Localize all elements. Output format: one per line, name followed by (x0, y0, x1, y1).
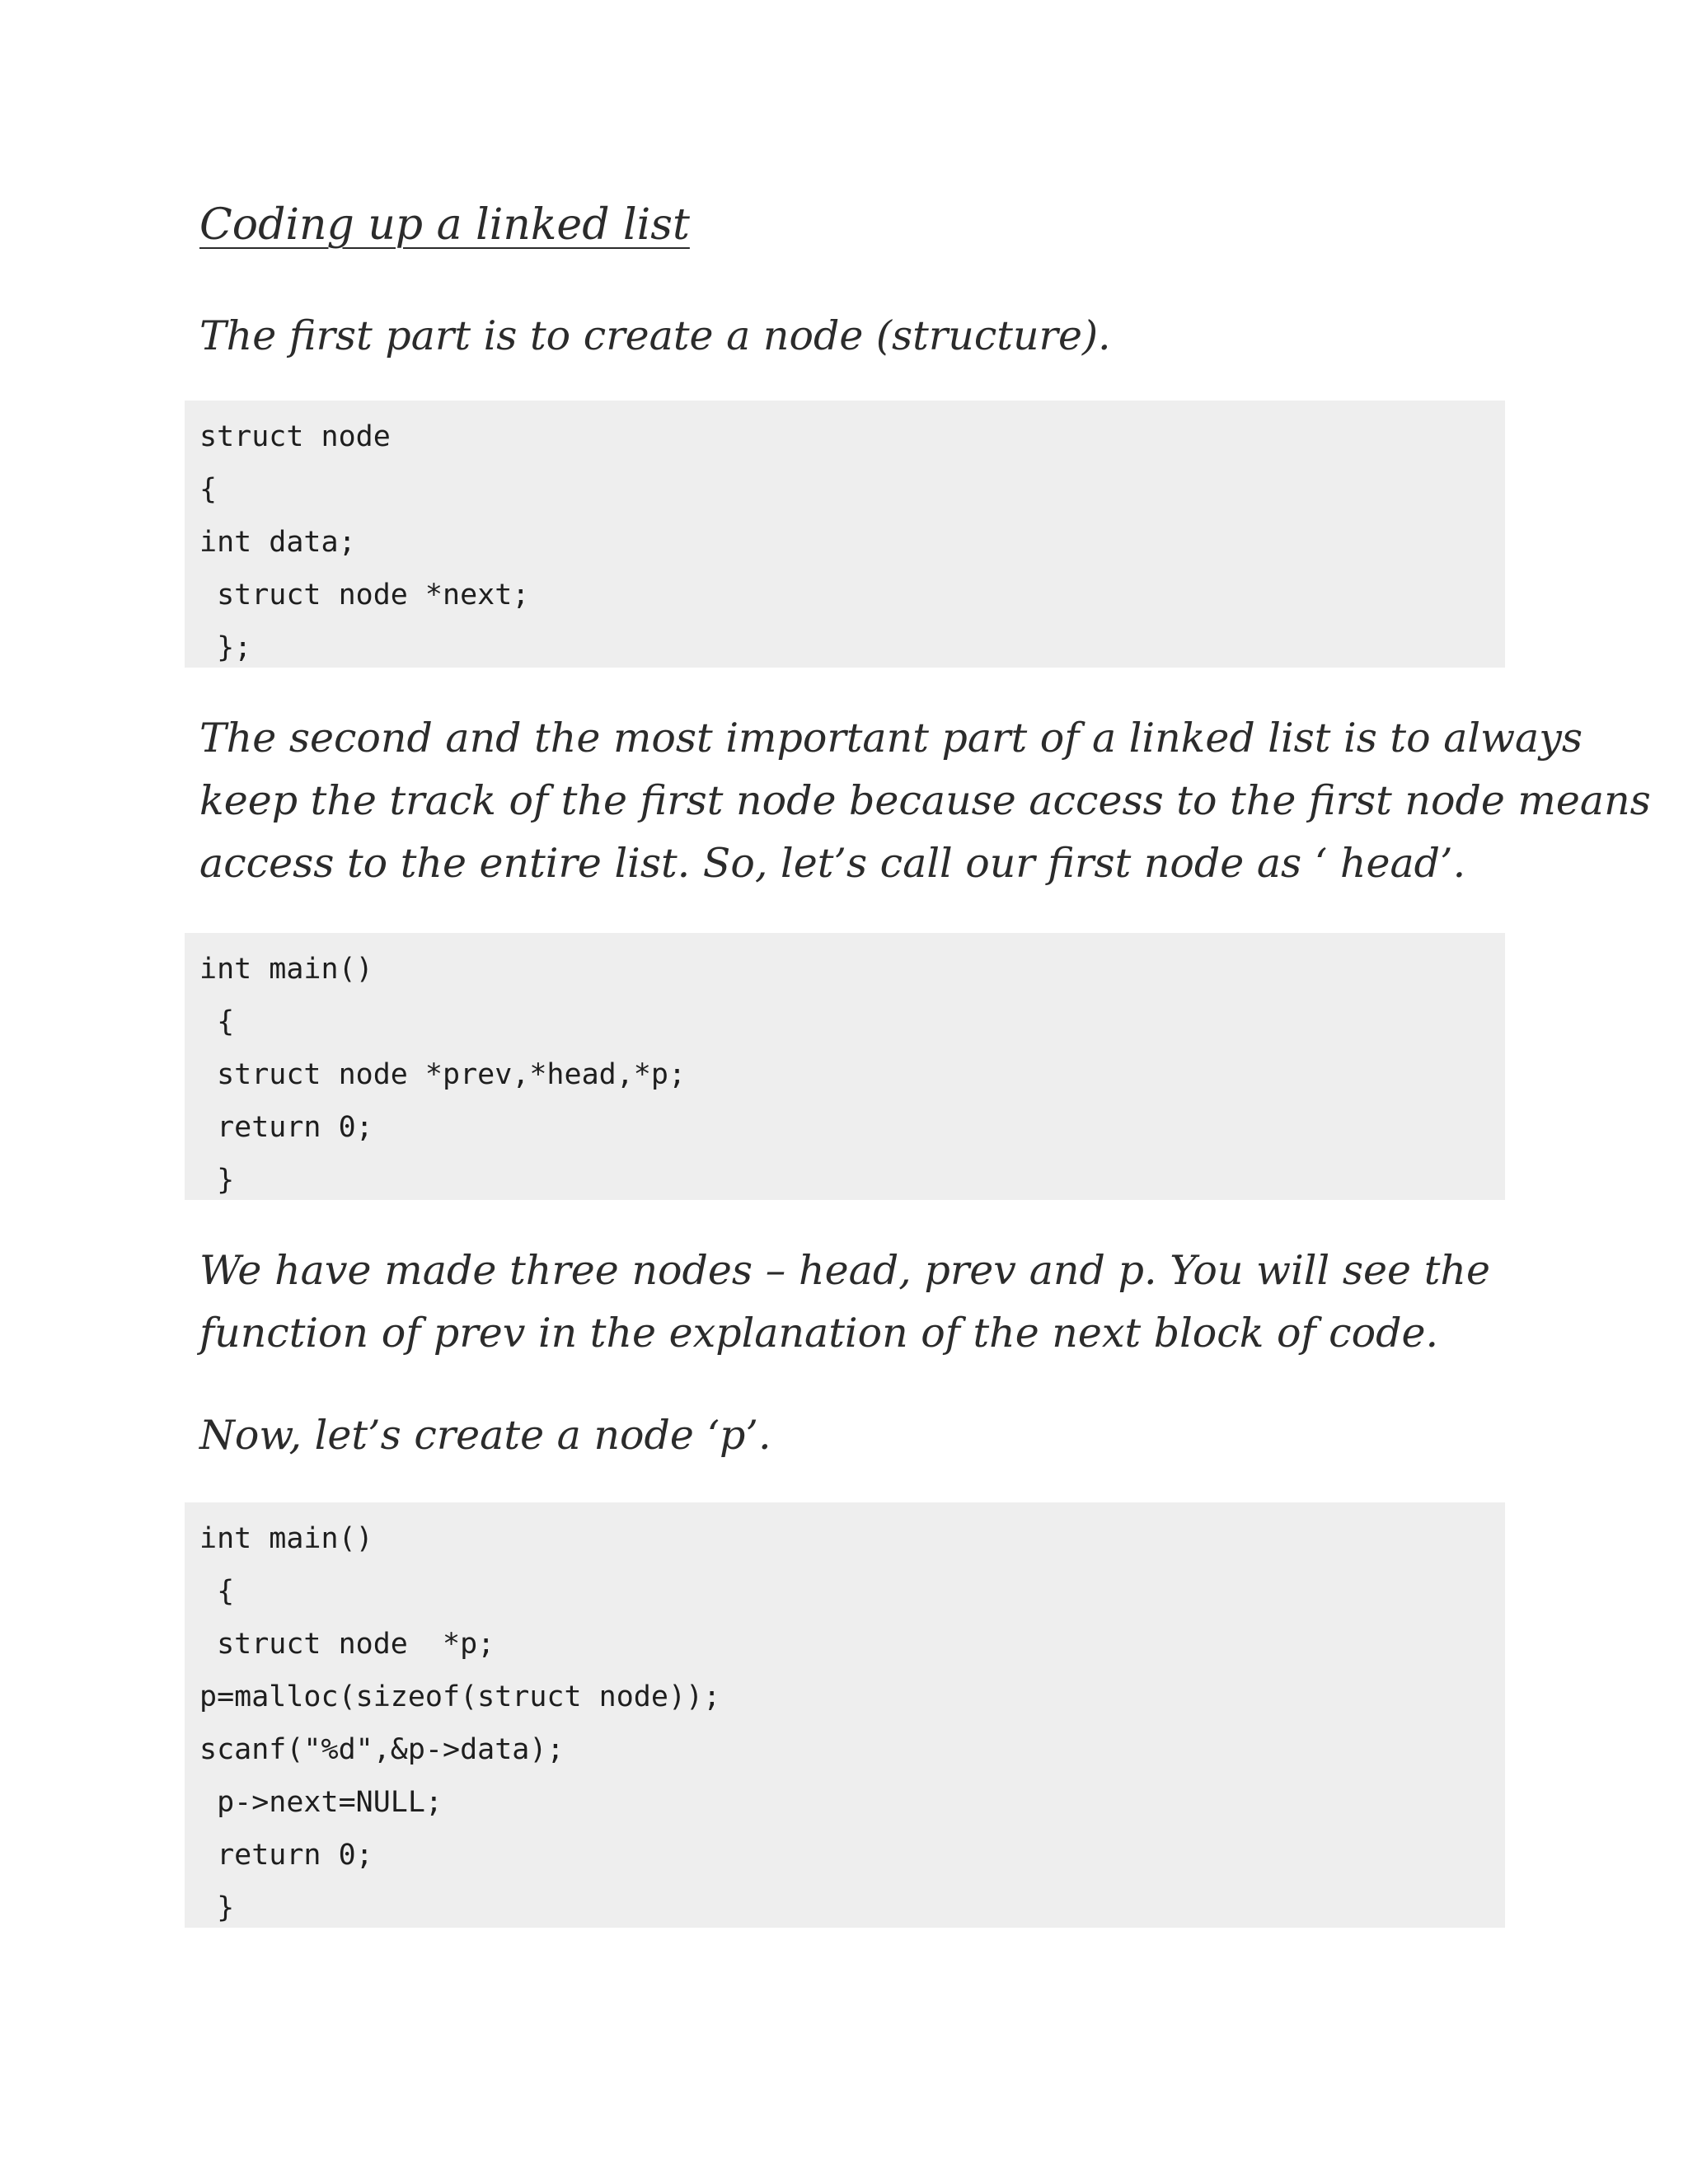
code-line: scanf("%d",&p->data); (199, 1733, 565, 1766)
code-line: return 0; (199, 1111, 373, 1144)
code-line: int data; (199, 526, 356, 559)
paragraph-line: function of prev in the explanation of the next block of code. (199, 1310, 1439, 1357)
code-line: { (199, 1575, 235, 1608)
code-block-struct-node (185, 401, 1505, 668)
code-line: p=malloc(sizeof(struct node)); (199, 1680, 721, 1713)
code-line: struct node *p; (199, 1628, 495, 1661)
paragraph-line: access to the entire list. So, let’s call our first node as ‘ head’. (199, 840, 1466, 887)
code-line: struct node (199, 420, 391, 453)
code-line: struct node *prev,*head,*p; (199, 1058, 687, 1091)
code-line: int main() (199, 1522, 373, 1555)
code-line: } (199, 1891, 235, 1924)
code-line: struct node *next; (199, 579, 530, 612)
paragraph-create-node (199, 1404, 1490, 1467)
paragraph-three-nodes (199, 1240, 1490, 1365)
document-title: Coding up a linked list (199, 200, 690, 250)
code-block-create-node (185, 1502, 1505, 1928)
code-line: } (199, 1164, 235, 1197)
paragraph-node-intro (199, 305, 1490, 368)
code-line: int main() (199, 953, 373, 986)
paragraph-line: keep the track of the first node because access to the first node means (199, 777, 1651, 824)
code-line: return 0; (199, 1839, 373, 1872)
code-line: }; (199, 631, 252, 664)
paragraph-line: Now, let’s create a node ‘p’. (199, 1412, 771, 1459)
code-line: { (199, 1005, 235, 1038)
paragraph-line: The first part is to create a node (structure). (199, 312, 1111, 359)
paragraph-line: The second and the most important part of a linked list is to always (199, 715, 1583, 762)
paragraph-head-node (199, 707, 1651, 895)
code-line: { (199, 473, 218, 506)
code-block-main-declarations (185, 933, 1505, 1200)
code-line: p->next=NULL; (199, 1786, 443, 1819)
paragraph-line: We have made three nodes – head, prev and p. You will see the (199, 1247, 1490, 1294)
